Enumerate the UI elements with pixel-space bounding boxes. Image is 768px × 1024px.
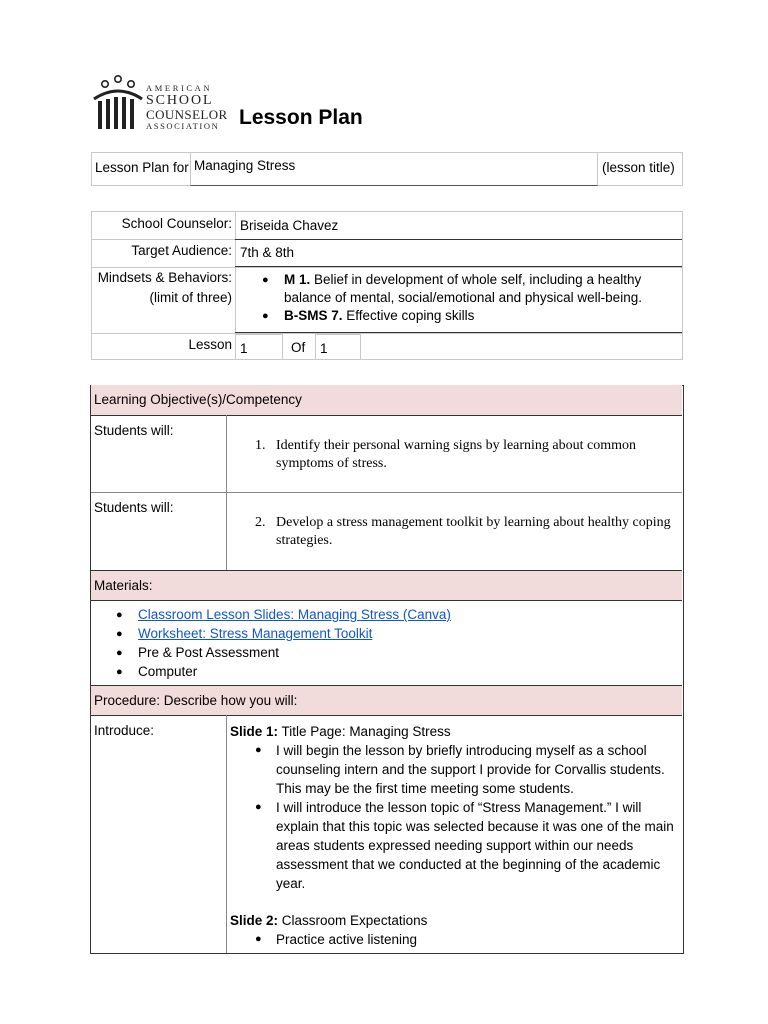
list-item <box>91 606 682 625</box>
objective-number: 1. <box>255 438 266 453</box>
objective-text: Identify their personal warning signs by learning about common symptoms of stress. <box>276 438 637 471</box>
mindsets-list <box>240 271 680 325</box>
divider <box>92 267 682 268</box>
list-item <box>91 644 682 663</box>
material-item: Computer <box>138 664 198 679</box>
logo-line-4: ASSOCIATION <box>146 120 220 131</box>
procedure-header: Procedure: Describe how you will: <box>91 685 682 716</box>
lesson-main-table <box>90 385 684 954</box>
info-table <box>91 211 683 360</box>
field-underline <box>235 239 682 240</box>
slide-label: Slide 2: <box>230 913 279 928</box>
list-item <box>91 663 682 682</box>
objectives-header: Learning Objective(s)/Competency <box>91 385 682 416</box>
objective-row-label: Students will: <box>94 423 174 438</box>
lesson-total-field[interactable]: 1 <box>315 334 361 360</box>
lesson-title-field[interactable]: Managing Stress <box>190 152 598 186</box>
objective-2 <box>249 514 696 550</box>
mindset-text: Effective coping skills <box>346 308 475 323</box>
mindsets-sublabel: (limit of three) <box>149 290 232 305</box>
list-item: ● Practice active listening <box>230 930 680 949</box>
slide-2-heading <box>230 911 680 930</box>
materials-list <box>91 606 682 682</box>
introduce-label: Introduce: <box>94 723 155 738</box>
field-underline <box>235 332 682 333</box>
list-item: ● I will begin the lesson by briefly introducing myself as a school counseling intern and the support I provide for Corvallis students. This may be the first time meeting some students. <box>230 741 680 798</box>
objective-row-label: Students will: <box>94 500 174 515</box>
procedure-content <box>230 722 680 949</box>
lesson-title-suffix: (lesson title) <box>602 160 675 175</box>
asca-logo <box>92 75 234 131</box>
slide-title: Title Page: Managing Stress <box>281 724 451 739</box>
document-title: Lesson Plan <box>239 106 363 129</box>
lesson-label: Lesson <box>188 337 232 352</box>
divider <box>226 715 227 953</box>
objective-1 <box>249 437 696 473</box>
mindset-text: Belief in development of whole self, including a healthy balance of mental, social/emotional and physical well-being. <box>284 272 642 305</box>
lesson-number-field[interactable]: 1 <box>235 334 283 360</box>
divider <box>92 333 682 334</box>
mindsets-label: Mindsets & Behaviors: <box>97 270 232 285</box>
school-counselor-value[interactable]: Briseida Chavez <box>240 218 339 233</box>
field-underline <box>235 266 682 267</box>
objective-text: Develop a stress management toolkit by learning about healthy coping strategies. <box>276 515 671 548</box>
list-item <box>240 307 680 325</box>
objective-number: 2. <box>255 515 266 530</box>
materials-header: Materials: <box>91 570 682 601</box>
material-item: Pre & Post Assessment <box>138 645 280 660</box>
mindset-code: B-SMS 7. <box>284 308 343 323</box>
slide-1-heading <box>230 722 680 741</box>
list-item <box>91 625 682 644</box>
logo-line-3: COUNSELOR <box>146 106 228 122</box>
logo-line-1: AMERICAN <box>146 83 213 93</box>
asca-emblem-icon <box>92 75 144 131</box>
list-item: ● I will introduce the lesson topic of “Stress Management.” I will explain that this topic was selected because it was one of the main areas students expressed needing support within our needs assessment that we conducted at the beginning of the academic year. <box>230 798 680 893</box>
target-audience-label: Target Audience: <box>131 243 232 258</box>
school-counselor-label: School Counselor: <box>121 216 232 231</box>
slides-link[interactable]: Classroom Lesson Slides: Managing Stress (Canva) <box>138 607 451 622</box>
mindset-code: M 1. <box>284 272 311 287</box>
slide-title: Classroom Expectations <box>281 913 428 928</box>
logo-line-2: SCHOOL <box>146 92 214 108</box>
lesson-title-row <box>91 152 683 186</box>
worksheet-link[interactable]: Worksheet: Stress Management Toolkit <box>138 626 373 641</box>
divider <box>91 492 682 493</box>
asca-wordmark <box>146 84 228 130</box>
slide-label: Slide 1: <box>230 724 279 739</box>
lesson-plan-for-label: Lesson Plan for <box>95 160 189 175</box>
of-label: Of <box>291 340 306 355</box>
target-audience-value[interactable]: 7th & 8th <box>240 245 295 260</box>
list-item <box>240 271 680 307</box>
